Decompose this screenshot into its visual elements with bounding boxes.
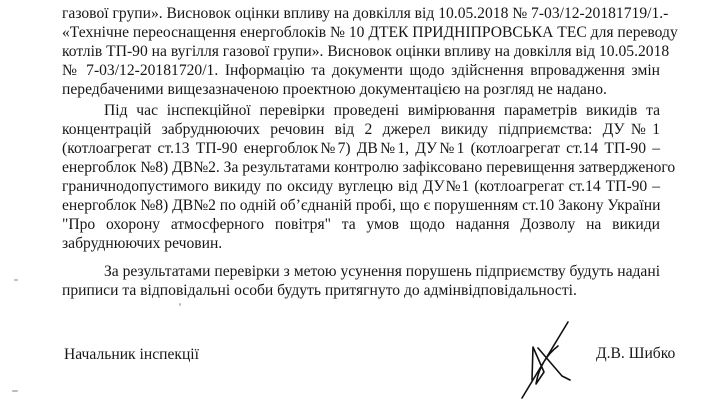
text-line: котлів ТП-90 на вугілля газової групи». Висновок оцінки впливу на довкілля від 10.05.2018 <box>62 43 670 60</box>
text-line: передбаченими вищезазначеною проектною документацією на розгляд не надано. <box>62 81 607 98</box>
text-line: концентрацій забруднюючих речовин від 2 джерел викиду підприємства: ДУ№1 <box>62 121 660 138</box>
text-line: енергоблок №8) ДВ№2 по одній об’єднаній пробі, що є порушенням ст.10 Закону України <box>62 197 661 214</box>
text-line: (котлоагрегат ст.13 ТП-90 енергоблок№7) ДВ№1, ДУ№1 (котлоагрегат ст.14 ТП-90 – <box>62 140 660 157</box>
scan-speck <box>179 303 181 306</box>
scan-speck <box>12 390 18 392</box>
text-line: граничнодопустимого викиду по оксиду вуглецю від ДУ№1 (котлоагрегат ст.14 ТП-90 – <box>62 178 660 195</box>
text-line: забруднюючих речовин. <box>62 235 223 252</box>
text-line: газової групи». Висновок оцінки впливу на довкілля від 10.05.2018 № 7-03/12-20181719/1.- <box>62 5 669 22</box>
scan-speck <box>14 279 18 281</box>
text-line: приписи та відповідальні особи будуть притягнуто до адмінвідповідальності. <box>62 282 577 299</box>
signatory-title: Начальник інспекції <box>64 346 199 363</box>
text-line: № 7-03/12-20181720/1. Інформацію та документи щодо здійснення впровадження змін <box>62 62 660 79</box>
text-line: За результатами перевірки з метою усунення порушень підприємству будуть надані <box>104 263 661 280</box>
text-line: «Технічне переоснащення енергоблоків № 10 ДТЕК ПРИДНІПРОВСЬКА ТЕС для переводу <box>62 24 678 41</box>
text-line: Під час інспекційної перевірки проведені вимірювання параметрів викидів та <box>104 102 660 119</box>
signatory-name: Д.В. Шибко <box>596 345 676 362</box>
signature-icon <box>510 310 590 400</box>
text-line: "Про охорону атмосферного повітря" та умов щодо надання Дозволу на викиди <box>62 216 660 233</box>
text-line: енергоблок №8) ДВ№2. За результатами контролю зафіксовано перевищення затвердженого <box>62 159 676 176</box>
